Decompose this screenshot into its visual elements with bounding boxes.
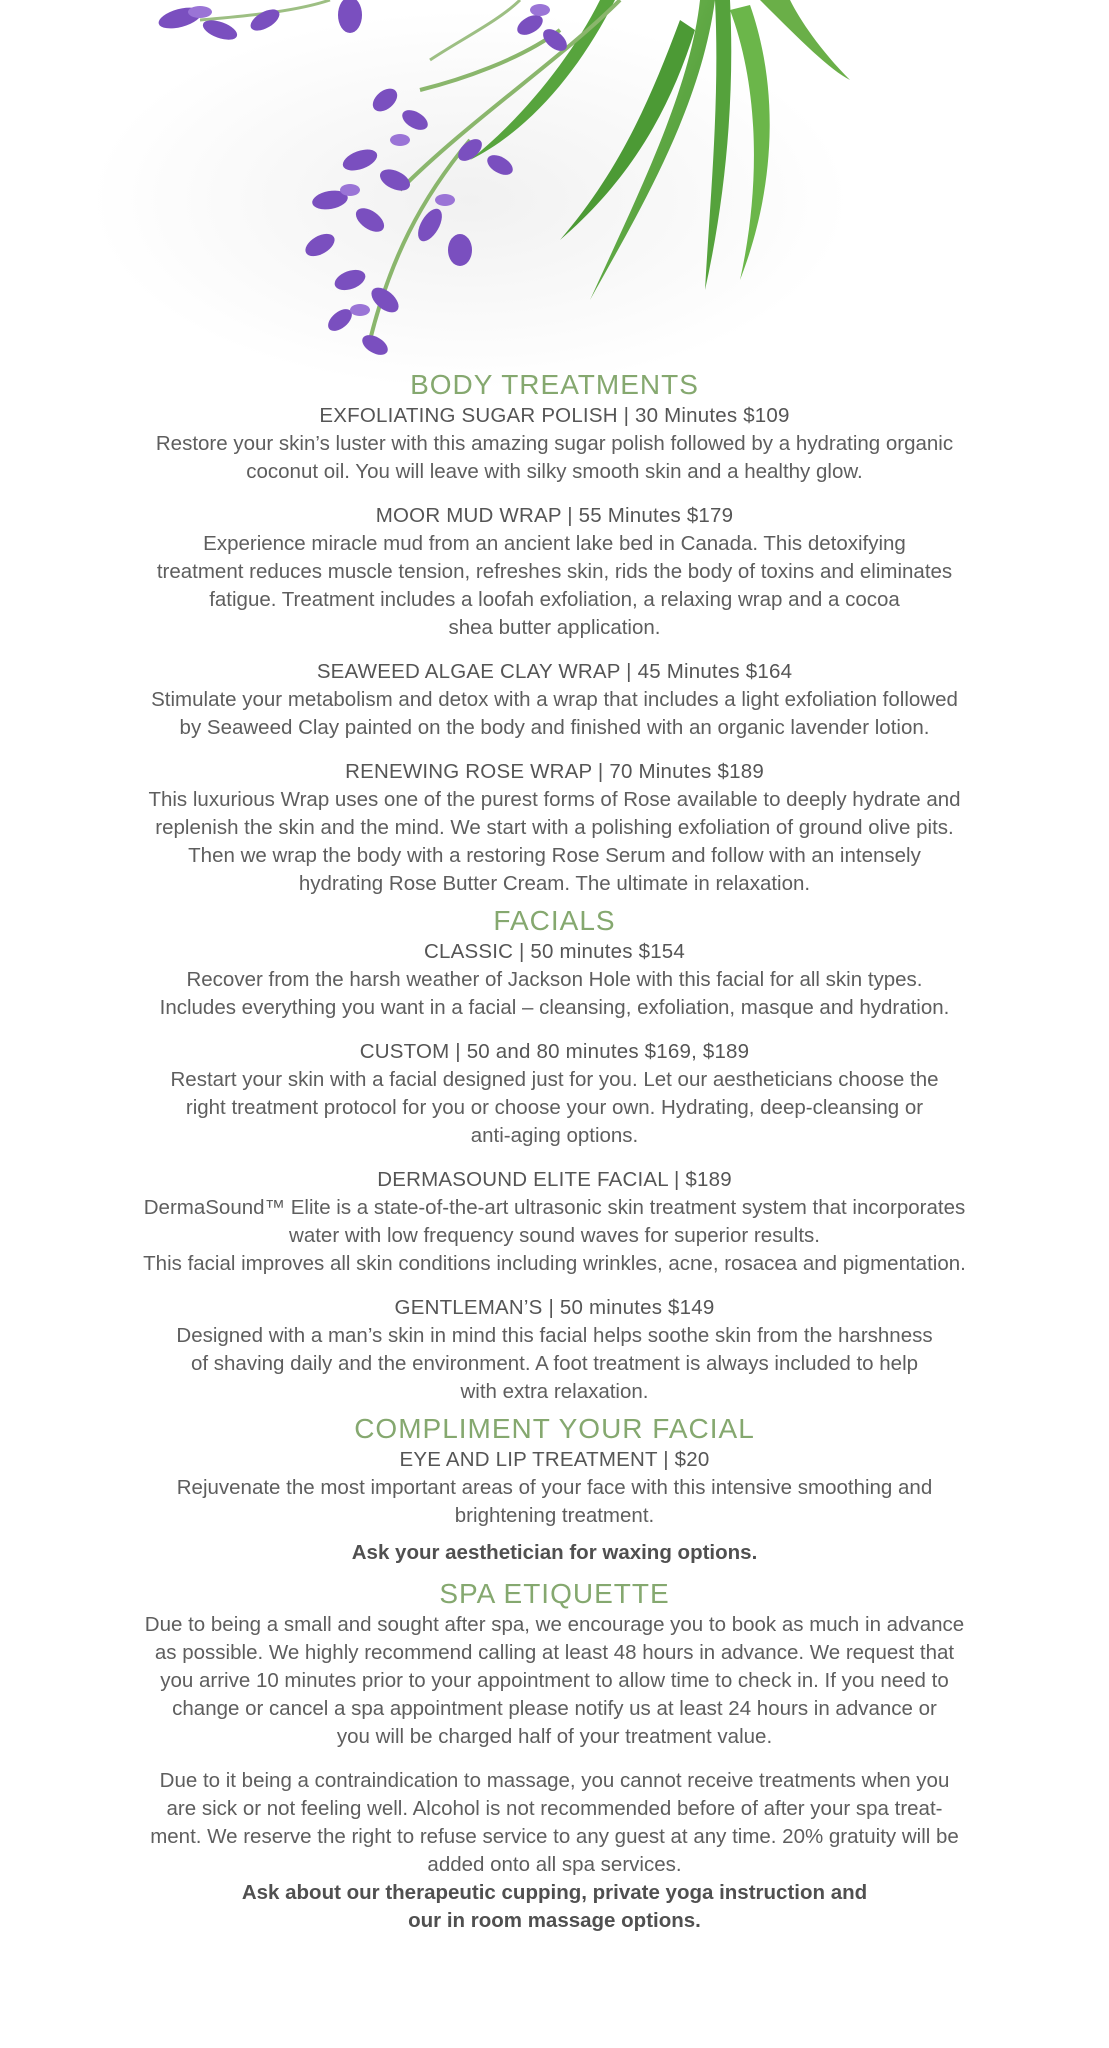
etiquette-line: change or cancel a spa appointment please notify us at least 24 hours in advance or [172,1697,937,1720]
treatment-desc-line: brightening treatment. [454,1504,655,1527]
closing-line: Ask about our therapeutic cupping, private yoga instruction and [241,1881,868,1904]
etiquette-paragraph-1 [0,1611,1109,1751]
etiquette-line: ment. We reserve the right to refuse service to any guest at any time. 20% gratuity will be [150,1825,959,1848]
treatment-title: EXFOLIATING SUGAR POLISH | 30 Minutes $109 [319,404,790,427]
treatment-desc-line: Recover from the harsh weather of Jackson Hole with this facial for all skin types. [186,968,923,991]
treatment-desc-line: coconut oil. You will leave with silky smooth skin and a healthy glow. [246,460,863,483]
etiquette-line: Due to being a small and sought after spa, we encourage you to book as much in advance [144,1613,965,1636]
closing-line: our in room massage options. [408,1909,701,1932]
treatment-title: EYE AND LIP TREATMENT | $20 [399,1448,710,1471]
treatment-title: SEAWEED ALGAE CLAY WRAP | 45 Minutes $164 [316,660,793,683]
etiquette-line: Due to it being a contraindication to massage, you cannot receive treatments when you [159,1769,950,1792]
etiquette-line: you will be charged half of your treatment value. [336,1725,773,1748]
waxing-note: Ask your aesthetician for waxing options. [351,1541,758,1564]
treatment-moor-mud-wrap [0,502,1109,642]
menu-content [0,368,1109,1935]
treatment-desc-line: Experience miracle mud from an ancient lake bed in Canada. This detoxifying [203,532,906,555]
treatment-desc-line: with extra relaxation. [460,1380,649,1403]
treatment-title: RENEWING ROSE WRAP | 70 Minutes $189 [345,760,764,783]
treatment-desc-line: Then we wrap the body with a restoring Rose Serum and follow with an intensely [188,844,921,867]
facial-classic [0,938,1109,1022]
etiquette-paragraph-2 [0,1767,1109,1879]
treatment-desc-line: Includes everything you want in a facial – cleansing, exfoliation, masque and hydration. [159,996,950,1019]
facial-custom [0,1038,1109,1150]
treatment-desc-line: replenish the skin and the mind. We start with a polishing exfoliation of ground olive pits. [155,816,954,839]
treatment-desc-line: Restart your skin with a facial designed just for you. Let our aestheticians choose the [170,1068,939,1091]
treatment-rose-wrap [0,758,1109,898]
treatment-desc-line: fatigue. Treatment includes a loofah exfoliation, a relaxing wrap and a cocoa [209,588,900,611]
facial-dermasound [0,1166,1109,1278]
treatment-desc-line: treatment reduces muscle tension, refreshes skin, rids the body of toxins and eliminates [156,560,953,583]
heading-body-treatments: BODY TREATMENTS [410,369,699,400]
treatment-desc-line: shea butter application. [448,616,661,639]
treatment-desc-line: anti-aging options. [470,1124,639,1147]
treatment-desc-line: DermaSound™ Elite is a state-of-the-art ultrasonic skin treatment system that incorporates [143,1196,966,1219]
treatment-title: DERMASOUND ELITE FACIAL | $189 [377,1168,732,1191]
treatment-desc-line: Designed with a man’s skin in mind this facial helps soothe skin from the harshness [176,1324,933,1347]
treatment-desc-line: hydrating Rose Butter Cream. The ultimate in relaxation. [298,872,811,895]
etiquette-line: you arrive 10 minutes prior to your appointment to allow time to check in. If you need to [160,1669,949,1692]
heading-facials: FACIALS [493,905,616,936]
etiquette-line: added onto all spa services. [427,1853,682,1876]
treatment-desc-line: by Seaweed Clay painted on the body and finished with an organic lavender lotion. [179,716,930,739]
treatment-desc-line: Rejuvenate the most important areas of your face with this intensive smoothing and [176,1476,933,1499]
treatment-title: CUSTOM | 50 and 80 minutes $169, $189 [359,1040,750,1063]
etiquette-line: as possible. We highly recommend calling at least 48 hours in advance. We request that [154,1641,955,1664]
treatment-desc-line: water with low frequency sound waves for superior results. [289,1224,820,1247]
treatment-seaweed-clay-wrap [0,658,1109,742]
treatment-desc-line: right treatment protocol for you or choose your own. Hydrating, deep-cleansing or [185,1096,924,1119]
heading-compliment-your-facial: COMPLIMENT YOUR FACIAL [354,1413,755,1444]
treatment-desc-line: Restore your skin’s luster with this amazing sugar polish followed by a hydrating organic [155,432,954,455]
treatment-title: CLASSIC | 50 minutes $154 [423,940,686,963]
facial-gentlemans [0,1294,1109,1406]
treatment-sugar-polish [0,402,1109,486]
lavender-hero-image [0,0,1109,390]
treatment-title: GENTLEMAN’S | 50 minutes $149 [394,1296,715,1319]
treatment-desc-line: of shaving daily and the environment. A foot treatment is always included to help [190,1352,919,1375]
heading-spa-etiquette: SPA ETIQUETTE [439,1578,670,1609]
etiquette-line: are sick or not feeling well. Alcohol is not recommended before of after your spa treat- [166,1797,943,1820]
treatment-desc-line: This facial improves all skin conditions including wrinkles, acne, rosacea and pigmentation. [143,1252,966,1275]
treatment-title: MOOR MUD WRAP | 55 Minutes $179 [375,504,734,527]
treatment-desc-line: Stimulate your metabolism and detox with a wrap that includes a light exfoliation followed [151,688,958,711]
treatment-desc-line: This luxurious Wrap uses one of the purest forms of Rose available to deeply hydrate and [148,788,961,811]
addon-eye-lip [0,1446,1109,1530]
